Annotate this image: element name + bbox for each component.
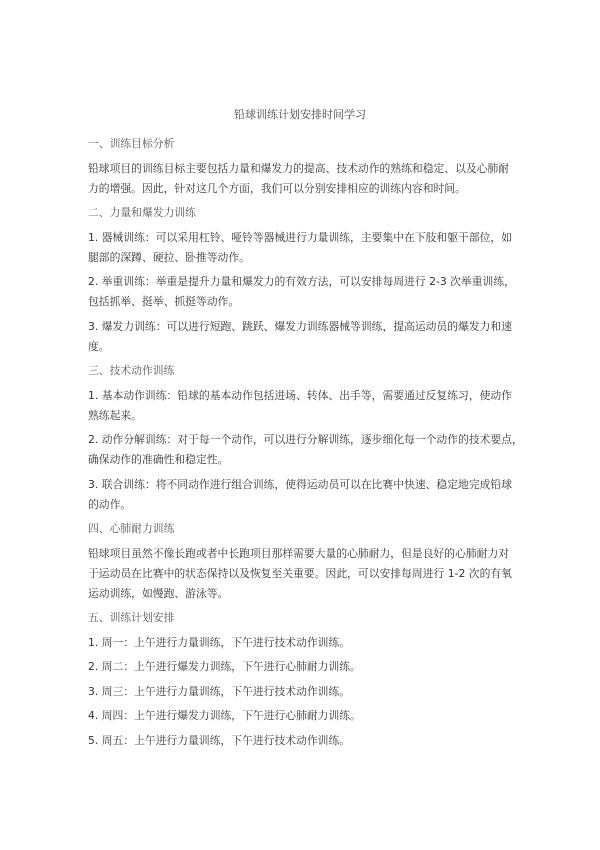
- paragraph: [88, 272, 528, 312]
- text-line: 铅球项目虽然不像长跑或者中长跑项目那样需要大量的心肺耐力，但是良好的心肺耐力对: [88, 546, 510, 560]
- text-line: 1. 器械训练：可以采用杠铃、哑铃等器械进行力量训练，主要集中在下肢和躯干部位，如: [88, 230, 513, 244]
- text-line: 1. 基本动作训练：铅球的基本动作包括进场、转体、出手等，需要通过反复练习，使动作: [88, 388, 513, 402]
- text-line: 铅球项目的训练目标主要包括力量和爆发力的提高、技术动作的熟练和稳定、以及心肺耐: [88, 161, 510, 175]
- text-line: 包括抓举、挺举、抓挺等动作。: [88, 295, 240, 308]
- paragraph: [88, 657, 528, 677]
- text-line: 力的增强。因此，针对这几个方面，我们可以分别安排相应的训练内容和时间。: [88, 181, 466, 195]
- text-line: 运动训练，如慢跑、游泳等。: [88, 586, 229, 600]
- section-heading: [88, 608, 528, 628]
- text-line: 腿部的深蹲、硬拉、卧推等动作。: [88, 250, 250, 264]
- section-heading: [88, 203, 528, 223]
- paragraph: [88, 159, 528, 199]
- text-line: 3. 爆发力训练：可以进行短跑、跳跃、爆发力训练器械等训练，提高运动员的爆发力和速: [88, 319, 513, 333]
- section-heading: [88, 361, 528, 381]
- text-line: 熟练起来。: [88, 408, 142, 422]
- paragraph: [88, 544, 528, 604]
- text-line: 5. 周五：上午进行力量训练，下午进行技术动作训练。: [88, 733, 351, 747]
- paragraph: [88, 731, 528, 751]
- text-line: 二、力量和爆发力训练: [88, 206, 196, 219]
- text-line: 于运动员在比赛中的状态保持以及恢复至关重要。因此，可以安排每周进行 1-2 次的有氧: [88, 566, 512, 580]
- document-title: 铅球训练计划安排时间学习: [234, 108, 366, 121]
- text-line: 1. 周一：上午进行力量训练，下午进行技术动作训练。: [88, 635, 351, 649]
- paragraph: [88, 633, 528, 653]
- text-line: 五、训练计划安排: [88, 611, 175, 624]
- paragraph: [88, 475, 528, 515]
- text-line: 确保动作的准确性和稳定性。: [88, 453, 229, 466]
- section-heading: [88, 519, 528, 539]
- text-line: 2. 动作分解训练：对于每一个动作，可以进行分解训练，逐步细化每一个动作的技术要点，: [88, 433, 523, 446]
- text-line: 四、心肺耐力训练: [88, 522, 175, 535]
- text-line: 2. 举重训练：举重是提升力量和爆发力的有效方法，可以安排每周进行 2-3 次举重训练，: [88, 275, 515, 288]
- section-heading: [88, 134, 528, 154]
- paragraph: [88, 317, 528, 357]
- text-line: 4. 周四：上午进行爆发力训练，下午进行心肺耐力训练。: [88, 709, 361, 722]
- paragraph: [88, 430, 528, 470]
- paragraph: [88, 386, 528, 426]
- paragraph: [88, 682, 528, 702]
- text-line: 3. 周三：上午进行力量训练，下午进行技术动作训练。: [88, 684, 351, 698]
- text-line: 一、训练目标分析: [88, 137, 175, 150]
- text-line: 三、技术动作训练: [88, 364, 175, 377]
- text-line: 度。: [88, 339, 110, 353]
- paragraph: [88, 228, 528, 268]
- text-line: 2. 周二：上午进行爆发力训练，下午进行心肺耐力训练。: [88, 660, 361, 673]
- text-line: 3. 联合训练：将不同动作进行组合训练，使得运动员可以在比赛中快速、稳定地完成铅球: [88, 477, 513, 491]
- paragraph: [88, 706, 528, 726]
- text-line: 的动作。: [88, 497, 132, 511]
- document-body: [88, 134, 528, 755]
